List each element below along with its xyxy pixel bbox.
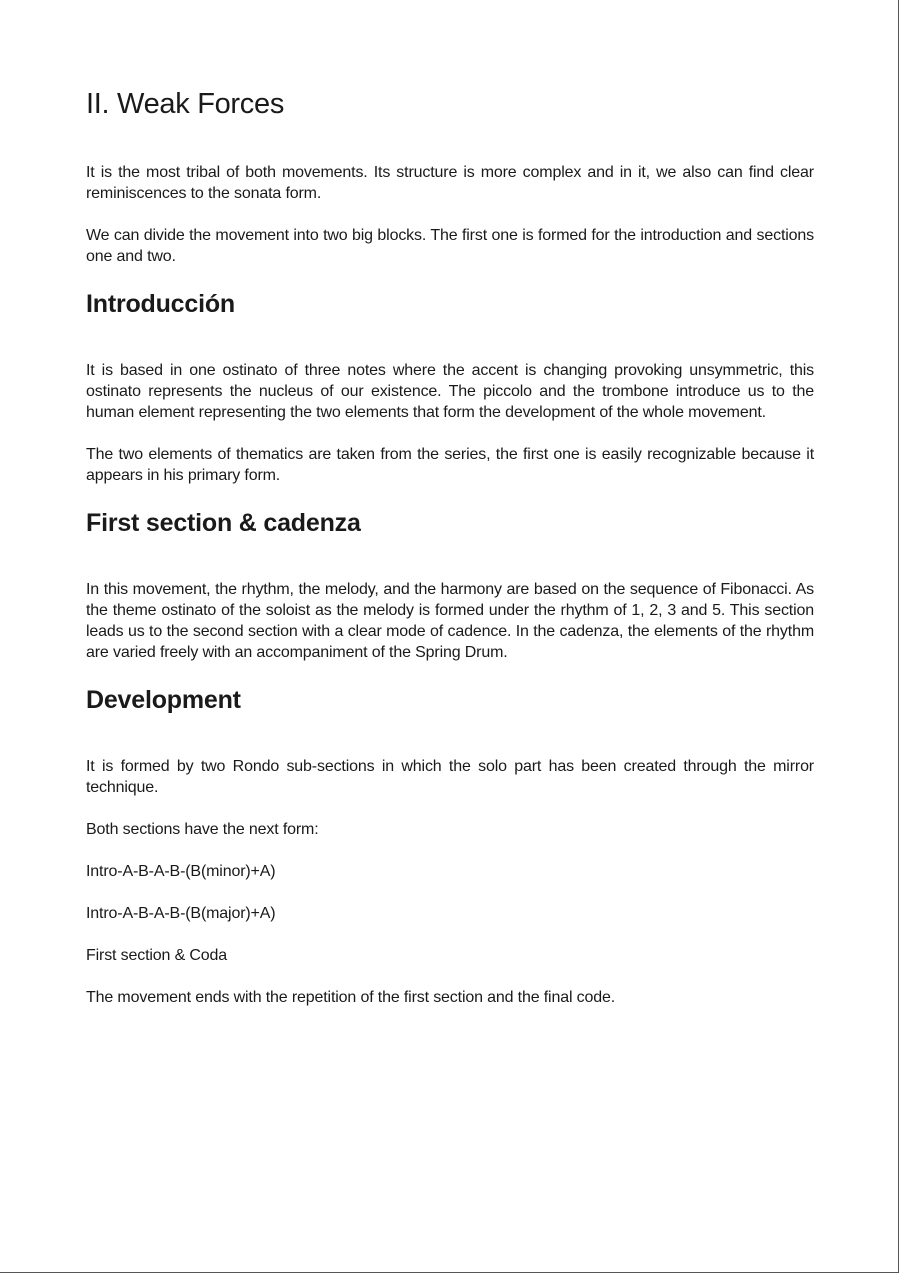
section-paragraph: In this movement, the rhythm, the melody, and the harmony are based on the sequence of Fibonacci. As the theme ostinato of the soloist as the melody is formed under the rhythm of 1, 2, 3 and 5. This section leads us to the second section with a clear mode of cadence. In the cadenza, the elements of the rhythm are varied freely with an accompaniment of the Spring Drum.: [86, 581, 814, 661]
intro-paragraph: It is the most tribal of both movements. Its structure is more complex and in it, we also can find clear reminiscences to the sonata form.: [86, 164, 814, 202]
form-line-major: Intro-A-B-A-B-(B(major)+A): [86, 905, 276, 922]
section-heading-development: Development: [86, 686, 241, 714]
page-content: [86, 86, 814, 1029]
section-paragraph: The two elements of thematics are taken from the series, the first one is easily recognizable because it appears in his primary form.: [86, 446, 814, 484]
section-paragraph: It is based in one ostinato of three notes where the accent is changing provoking unsymmetric, this ostinato represents the nucleus of our existence. The piccolo and the trombone introduce us to the human element representing the two elements that form the development of the whole movement.: [86, 362, 814, 421]
form-intro-line: Both sections have the next form:: [86, 821, 319, 838]
intro-paragraph: We can divide the movement into two big blocks. The first one is formed for the introduction and sections one and two.: [86, 227, 814, 265]
page-title: II. Weak Forces: [86, 88, 285, 120]
section-heading-first-section-cadenza: First section & cadenza: [86, 509, 361, 537]
form-line-coda: First section & Coda: [86, 947, 228, 964]
section-paragraph: It is formed by two Rondo sub-sections in which the solo part has been created through the mirror technique.: [86, 758, 814, 796]
form-line-minor: Intro-A-B-A-B-(B(minor)+A): [86, 863, 276, 880]
section-heading-introduccion: Introducción: [86, 290, 235, 318]
closing-line: The movement ends with the repetition of the first section and the final code.: [86, 989, 616, 1006]
